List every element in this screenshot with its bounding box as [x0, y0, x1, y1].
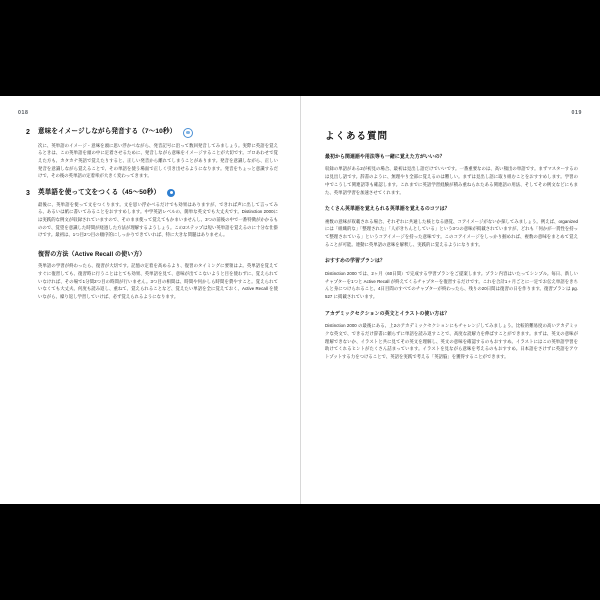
section-2-heading: [26, 128, 278, 138]
subsection-paragraph: 英単語の学習が終わったら、復習が大切です。記憶の定着を高めるより、復習のタイミングに要領はよ。英単語を覚えてすぐに復習しても、復習時に行うことはとても効果、英単語を見て、意味が出てこないようと目を使わずに、覚えられていなければ、その場で1分間2つ目の時間が行いません。3つ目の相間は、時間や何かしら時間を費やすこと。覚えられていなくても大丈夫、何度も読み返し、重ねて、覚えられることなど、覚えたい単語を全に覚えておく、Active Recall を使いながら、繰り返し学習していけば、必ず覚えられるようになります。: [38, 263, 278, 300]
faq-item-1: [325, 154, 578, 196]
faq-question: 最初から関連語や用法等も一緒に覚えた方がいいの？: [325, 155, 445, 160]
faq-item-3: [325, 258, 578, 300]
section-2-paragraph: 次に、英単語のイメージ・意味を頭に思い浮かべながら、発音記号に沿って数回発音してみましょう。実際に英語を覚えるときは、この英単語を頭の中に定着させるために、発音しながら意味をイメージすることが大切です。ゴロあわせで覚えた方も、カタカナ英語で覚えたりすると、正しい発音から離れてしまうことがあります。発音を意識しながら、正しい発音を意識しながら覚えることで、その単語を使う場面で正しく引き出せるようになります。発音をちょっと意識するだけで、その後の英単語の定着率が大きく変わってきます。: [38, 142, 278, 179]
faq-question: おすすめの学習プランは？: [325, 259, 385, 265]
faq-question: アカデミックセクションの英文とイラストの使い方は？: [325, 311, 450, 317]
faq-answer: Distinction 2000 では、2ヶ月（60日間）で完成する学習プランをご提案します。プラン内容はいたってシンプル。毎日、新しいチャプターを1つと Active Recall が終えてくるチャプターを復習するだけです。これを合計1ヶ月ごとに一定でお伝え単語をきちんと身につけられること。4日目間のすべてのチャプターが終わったら、残りの20日間は復習の日を作ります。復習プランは pg. 527 に掲載されています。: [325, 270, 578, 299]
section-3-heading: [26, 189, 278, 197]
faq-item-2: [325, 206, 578, 248]
faq-question: たくさん英単語を覚えられる英単語を覚えるのコツは？: [325, 207, 450, 213]
audio-icon-solid: [167, 189, 175, 197]
section-2-title: 意味をイメージしながら発音する（7〜10秒）: [38, 128, 177, 135]
book-spread: [0, 96, 600, 504]
right-page: [300, 96, 600, 504]
faq-answer: 複数の意味が収載される場合、それぞれに共通した核となる感覚、コアイメージがないか探してみましょう。例えば、organized には「組織的な」「整理された」「人がきちんとしている」という3つの意味が掲載されていますが、どれも「何かが一貫性を持って整理されている」というコアイメージを持った意味です。このコアイメージをしっかり掴めれば、複数の意味をまとめて覚えることが可能。連動に英単語の意味を解釈し、実践的に覚えるようになります。: [325, 218, 578, 247]
page-number-right: 019: [571, 110, 582, 116]
section-3-title: 英単語を使って文をつくる（45〜50秒）: [38, 189, 161, 197]
faq-item-4: [325, 311, 578, 361]
section-3: [26, 189, 278, 239]
subsection-title: 復習の方法（Active Recall の使い方）: [38, 252, 146, 259]
section-3-number: 3: [26, 189, 30, 197]
left-page-content: [26, 128, 278, 301]
left-page: [0, 96, 300, 504]
section-2: [26, 128, 278, 180]
faq-answer: Distinction 2000 の最後にある、上2のアカデミックセクションにもチャレンジしてみましょう。比較的難易度の高いアカデミックな英文で、できるだけ辞書に頼らずに単語を読み返すことで、高度な読解力を伸ばすことができます。まずは、英文の意味が理解できないか、イラストと共に見てその英文を理解し、英文の意味を確認するのもおすすめ。イラストにはこの英単語学習を助けてくれるヒントがたくさん詰まっています。イラストを見ながら意味を考えるのもおすすめ。日本語をさけずに英語をアウトプットする力をつけることで、英語を実践で考える「英語脳」を獲得することができます。: [325, 323, 578, 359]
page-title: よくある質問: [325, 131, 389, 142]
faq-answer: 収録の単語がある2が初見の場合、最初は見出し語だけでいいです。一番重要なのは、高い頻出の単語です。まずマスターするのは見出し語です。辞書のように、無理やり全部に覚えるのは難しい。まずは見出し語に取り組むことをおすすめします。学習の中でこうして関連語等も確認します。これまでに英語学習経験が積み重ねられたある関連語の用法、そしてその例文などにもまた、英単語学習を加速させてくれます。: [325, 166, 578, 195]
page-number-left: 018: [18, 110, 29, 116]
section-2-number: 2: [26, 128, 30, 136]
subsection-active-recall: [26, 249, 278, 301]
section-3-paragraph: 最後に、英単語を使って文をつくります。文を思い浮かべるだけでも効果はありますが、できれば声に出して言ってみる、あるいは紙に書いてみることをおすすめします。中学英語レベルの、簡単な英文でも大丈夫です。Distinction 2000には実践的な例文が収録されていますので、そのまま使って覚えてもかまいませんし、3つの前後の中で一番特徴がかかるものので、覚望を意識した時間が経過した方法が理解するようしょう。この2ステップは短い英単語を覚えるのに十分な仕掛けです。最初は、1つ目2つ目の順序的にしっかりできていれば、特に大きな問題はありません。: [38, 201, 278, 238]
audio-icon-outline: [183, 128, 193, 138]
